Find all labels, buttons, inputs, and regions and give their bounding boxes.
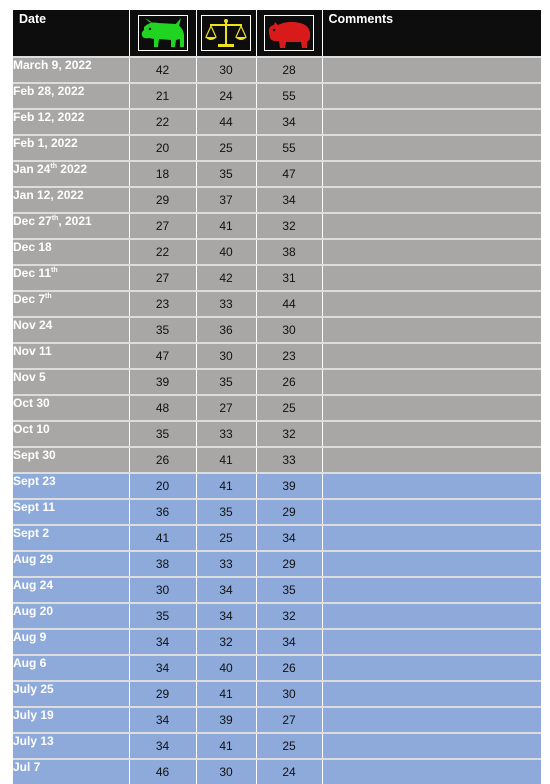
bull-cell[interactable]: 41 — [129, 525, 196, 551]
bear-cell[interactable]: 34 — [256, 187, 322, 213]
comment-cell[interactable] — [322, 57, 541, 83]
comment-cell[interactable] — [322, 161, 541, 187]
neutral-cell[interactable]: 35 — [196, 369, 256, 395]
date-cell[interactable] — [13, 421, 129, 447]
table-row — [13, 603, 541, 629]
neutral-cell[interactable]: 33 — [196, 291, 256, 317]
bull-cell[interactable]: 35 — [129, 317, 196, 343]
bull-cell[interactable]: 27 — [129, 213, 196, 239]
neutral-cell[interactable]: 24 — [196, 83, 256, 109]
comment-cell[interactable] — [322, 577, 541, 603]
table-row — [13, 265, 541, 291]
table-row — [13, 213, 541, 239]
date-cell[interactable] — [13, 629, 129, 655]
bear-cell[interactable]: 38 — [256, 239, 322, 265]
table-row — [13, 447, 541, 473]
date-cell[interactable] — [13, 343, 129, 369]
date-header-label: Date — [19, 12, 47, 26]
bull-cell[interactable]: 26 — [129, 447, 196, 473]
header-row — [13, 10, 541, 57]
table-row — [13, 759, 541, 784]
comment-cell[interactable] — [322, 395, 541, 421]
bear-cell[interactable]: 32 — [256, 603, 322, 629]
date-cell[interactable] — [13, 395, 129, 421]
bull-cell[interactable]: 18 — [129, 161, 196, 187]
date-cell[interactable] — [13, 525, 129, 551]
comment-cell[interactable] — [322, 733, 541, 759]
date-text: Feb 1, 2022 — [13, 136, 78, 150]
date-ordinal-suffix: th — [51, 215, 59, 222]
bull-cell[interactable]: 29 — [129, 187, 196, 213]
comment-cell[interactable] — [322, 655, 541, 681]
date-cell[interactable] — [13, 109, 129, 135]
bear-cell[interactable]: 25 — [256, 733, 322, 759]
neutral-cell[interactable]: 41 — [196, 447, 256, 473]
bull-cell[interactable]: 42 — [129, 57, 196, 83]
table-row — [13, 707, 541, 733]
bull-cell[interactable]: 23 — [129, 291, 196, 317]
table-row — [13, 629, 541, 655]
bear-cell[interactable]: 26 — [256, 655, 322, 681]
table-row — [13, 421, 541, 447]
comment-cell[interactable] — [322, 499, 541, 525]
neutral-cell[interactable]: 41 — [196, 733, 256, 759]
bull-cell[interactable]: 22 — [129, 109, 196, 135]
bear-cell[interactable]: 29 — [256, 551, 322, 577]
date-cell[interactable] — [13, 447, 129, 473]
table-row — [13, 57, 541, 83]
date-text: Dec 18 — [13, 240, 52, 254]
bear-cell[interactable]: 24 — [256, 759, 322, 784]
bear-cell[interactable]: 28 — [256, 57, 322, 83]
date-cell[interactable] — [13, 551, 129, 577]
neutral-cell[interactable]: 41 — [196, 473, 256, 499]
date-cell[interactable] — [13, 161, 129, 187]
date-ordinal-suffix: th — [51, 267, 58, 274]
bull-cell[interactable]: 22 — [129, 239, 196, 265]
date-text: Jan 24 — [13, 162, 51, 176]
bear-cell[interactable]: 30 — [256, 681, 322, 707]
date-cell[interactable] — [13, 681, 129, 707]
neutral-cell[interactable]: 33 — [196, 421, 256, 447]
comment-cell[interactable] — [322, 187, 541, 213]
date-text: Feb 12, 2022 — [13, 110, 85, 124]
bear-cell[interactable]: 27 — [256, 707, 322, 733]
comment-cell[interactable] — [322, 213, 541, 239]
table-body — [13, 57, 541, 784]
comment-cell[interactable] — [322, 109, 541, 135]
comment-cell[interactable] — [322, 681, 541, 707]
bear-header[interactable] — [256, 10, 322, 57]
bull-cell[interactable]: 21 — [129, 83, 196, 109]
neutral-cell[interactable]: 32 — [196, 629, 256, 655]
neutral-cell[interactable]: 30 — [196, 343, 256, 369]
bear-cell[interactable]: 34 — [256, 629, 322, 655]
bear-cell[interactable]: 55 — [256, 83, 322, 109]
bear-cell[interactable]: 34 — [256, 109, 322, 135]
comment-cell[interactable] — [322, 551, 541, 577]
comment-cell[interactable] — [322, 447, 541, 473]
comment-cell[interactable] — [322, 291, 541, 317]
comment-cell[interactable] — [322, 317, 541, 343]
comments-header[interactable] — [322, 10, 541, 57]
table-row — [13, 395, 541, 421]
date-cell[interactable] — [13, 707, 129, 733]
date-text: Nov 5 — [13, 370, 46, 384]
comment-cell[interactable] — [322, 421, 541, 447]
bull-cell[interactable]: 35 — [129, 421, 196, 447]
bull-cell[interactable]: 20 — [129, 473, 196, 499]
table-row — [13, 161, 541, 187]
table-row — [13, 499, 541, 525]
date-text: Sept 30 — [13, 448, 56, 462]
bull-cell[interactable]: 34 — [129, 655, 196, 681]
date-text: Oct 30 — [13, 396, 50, 410]
date-ordinal-suffix: th — [45, 293, 52, 300]
date-text: Aug 20 — [13, 604, 54, 618]
comment-cell[interactable] — [322, 369, 541, 395]
neutral-cell[interactable]: 34 — [196, 603, 256, 629]
table-row — [13, 135, 541, 161]
neutral-cell[interactable]: 25 — [196, 525, 256, 551]
bear-cell[interactable]: 29 — [256, 499, 322, 525]
bull-header[interactable] — [129, 10, 196, 57]
neutral-cell[interactable]: 41 — [196, 213, 256, 239]
bull-cell[interactable]: 34 — [129, 733, 196, 759]
bull-cell[interactable]: 35 — [129, 603, 196, 629]
comment-cell[interactable] — [322, 343, 541, 369]
neutral-cell[interactable]: 30 — [196, 759, 256, 784]
bear-cell[interactable]: 26 — [256, 369, 322, 395]
date-header[interactable] — [13, 10, 129, 57]
date-cell[interactable] — [13, 239, 129, 265]
bear-cell[interactable]: 32 — [256, 421, 322, 447]
table-row — [13, 239, 541, 265]
comment-cell[interactable] — [322, 759, 541, 784]
date-text: Nov 11 — [13, 344, 52, 358]
date-year-text: , 2021 — [58, 214, 92, 228]
date-text: Aug 24 — [13, 578, 54, 592]
table-row — [13, 681, 541, 707]
neutral-cell[interactable]: 40 — [196, 239, 256, 265]
neutral-cell[interactable]: 41 — [196, 681, 256, 707]
date-cell[interactable] — [13, 499, 129, 525]
bear-cell[interactable]: 44 — [256, 291, 322, 317]
neutral-cell[interactable]: 34 — [196, 577, 256, 603]
date-cell[interactable] — [13, 187, 129, 213]
date-cell[interactable] — [13, 135, 129, 161]
neutral-cell[interactable]: 30 — [196, 57, 256, 83]
bear-cell[interactable]: 31 — [256, 265, 322, 291]
date-text: Sept 2 — [13, 526, 50, 540]
date-cell[interactable] — [13, 213, 129, 239]
comment-cell[interactable] — [322, 707, 541, 733]
date-text: Oct 10 — [13, 422, 50, 436]
date-text: Jan 12, 2022 — [13, 188, 84, 202]
yellow-scales-icon — [201, 15, 251, 51]
neutral-cell[interactable]: 33 — [196, 551, 256, 577]
date-text: Sept 23 — [13, 474, 56, 488]
neutral-cell[interactable]: 42 — [196, 265, 256, 291]
date-cell[interactable] — [13, 83, 129, 109]
date-text: Nov 24 — [13, 318, 53, 332]
date-text: Jul 7 — [13, 760, 41, 774]
date-text: Dec 11 — [13, 266, 52, 280]
neutral-header[interactable] — [196, 10, 256, 57]
bull-cell[interactable]: 29 — [129, 681, 196, 707]
table-row — [13, 577, 541, 603]
comment-cell[interactable] — [322, 239, 541, 265]
table-row — [13, 317, 541, 343]
bull-cell[interactable]: 47 — [129, 343, 196, 369]
bear-cell[interactable]: 25 — [256, 395, 322, 421]
date-text: July 25 — [13, 682, 54, 696]
table-row — [13, 733, 541, 759]
date-cell[interactable] — [13, 655, 129, 681]
table-row — [13, 551, 541, 577]
bull-cell[interactable]: 30 — [129, 577, 196, 603]
comment-cell[interactable] — [322, 603, 541, 629]
comment-cell[interactable] — [322, 629, 541, 655]
table-row — [13, 291, 541, 317]
date-text: Aug 6 — [13, 656, 47, 670]
date-text: Dec 27 — [13, 214, 52, 228]
comment-cell[interactable] — [322, 135, 541, 161]
neutral-cell[interactable]: 25 — [196, 135, 256, 161]
table-row — [13, 83, 541, 109]
bear-cell[interactable]: 23 — [256, 343, 322, 369]
date-text: July 19 — [13, 708, 54, 722]
neutral-cell[interactable]: 37 — [196, 187, 256, 213]
neutral-cell[interactable]: 35 — [196, 499, 256, 525]
date-cell[interactable] — [13, 473, 129, 499]
red-bear-icon — [264, 15, 314, 51]
comment-cell[interactable] — [322, 265, 541, 291]
date-text: Feb 28, 2022 — [13, 84, 85, 98]
bear-cell[interactable]: 33 — [256, 447, 322, 473]
date-cell[interactable] — [13, 57, 129, 83]
date-cell[interactable] — [13, 759, 129, 784]
date-cell[interactable] — [13, 577, 129, 603]
bear-cell[interactable]: 47 — [256, 161, 322, 187]
date-text: July 13 — [13, 734, 54, 748]
bear-cell[interactable]: 32 — [256, 213, 322, 239]
date-cell[interactable] — [13, 603, 129, 629]
bear-cell[interactable]: 55 — [256, 135, 322, 161]
bull-cell[interactable]: 38 — [129, 551, 196, 577]
table-row — [13, 187, 541, 213]
comment-cell[interactable] — [322, 525, 541, 551]
green-bull-icon — [138, 15, 188, 51]
table-row — [13, 109, 541, 135]
date-text: Aug 9 — [13, 630, 47, 644]
date-cell[interactable] — [13, 291, 129, 317]
bull-cell[interactable]: 39 — [129, 369, 196, 395]
bull-cell[interactable]: 34 — [129, 707, 196, 733]
comment-cell[interactable] — [322, 473, 541, 499]
table-row — [13, 343, 541, 369]
date-cell[interactable] — [13, 733, 129, 759]
table-row — [13, 369, 541, 395]
date-cell[interactable] — [13, 317, 129, 343]
neutral-cell[interactable]: 40 — [196, 655, 256, 681]
bear-cell[interactable]: 35 — [256, 577, 322, 603]
date-text: Sept 11 — [13, 500, 56, 514]
bear-cell[interactable]: 39 — [256, 473, 322, 499]
neutral-cell[interactable]: 35 — [196, 161, 256, 187]
table-row — [13, 525, 541, 551]
date-text: Dec 7 — [13, 292, 46, 306]
neutral-cell[interactable]: 44 — [196, 109, 256, 135]
bear-cell[interactable]: 34 — [256, 525, 322, 551]
comment-cell[interactable] — [322, 83, 541, 109]
table-row — [13, 473, 541, 499]
bull-cell[interactable]: 48 — [129, 395, 196, 421]
sentiment-table — [13, 10, 541, 784]
date-cell[interactable] — [13, 265, 129, 291]
bear-cell[interactable]: 30 — [256, 317, 322, 343]
bull-cell[interactable]: 36 — [129, 499, 196, 525]
bull-cell[interactable]: 27 — [129, 265, 196, 291]
date-cell[interactable] — [13, 369, 129, 395]
date-text: Aug 29 — [13, 552, 54, 566]
date-year-text: 2022 — [56, 162, 87, 176]
table-row — [13, 655, 541, 681]
date-text: March 9, 2022 — [13, 58, 92, 72]
bull-cell[interactable]: 46 — [129, 759, 196, 784]
date-ordinal-suffix: th — [50, 163, 57, 170]
neutral-cell[interactable]: 39 — [196, 707, 256, 733]
bull-cell[interactable]: 34 — [129, 629, 196, 655]
comments-header-label: Comments — [328, 12, 394, 26]
neutral-cell[interactable]: 27 — [196, 395, 256, 421]
neutral-cell[interactable]: 36 — [196, 317, 256, 343]
bull-cell[interactable]: 20 — [129, 135, 196, 161]
